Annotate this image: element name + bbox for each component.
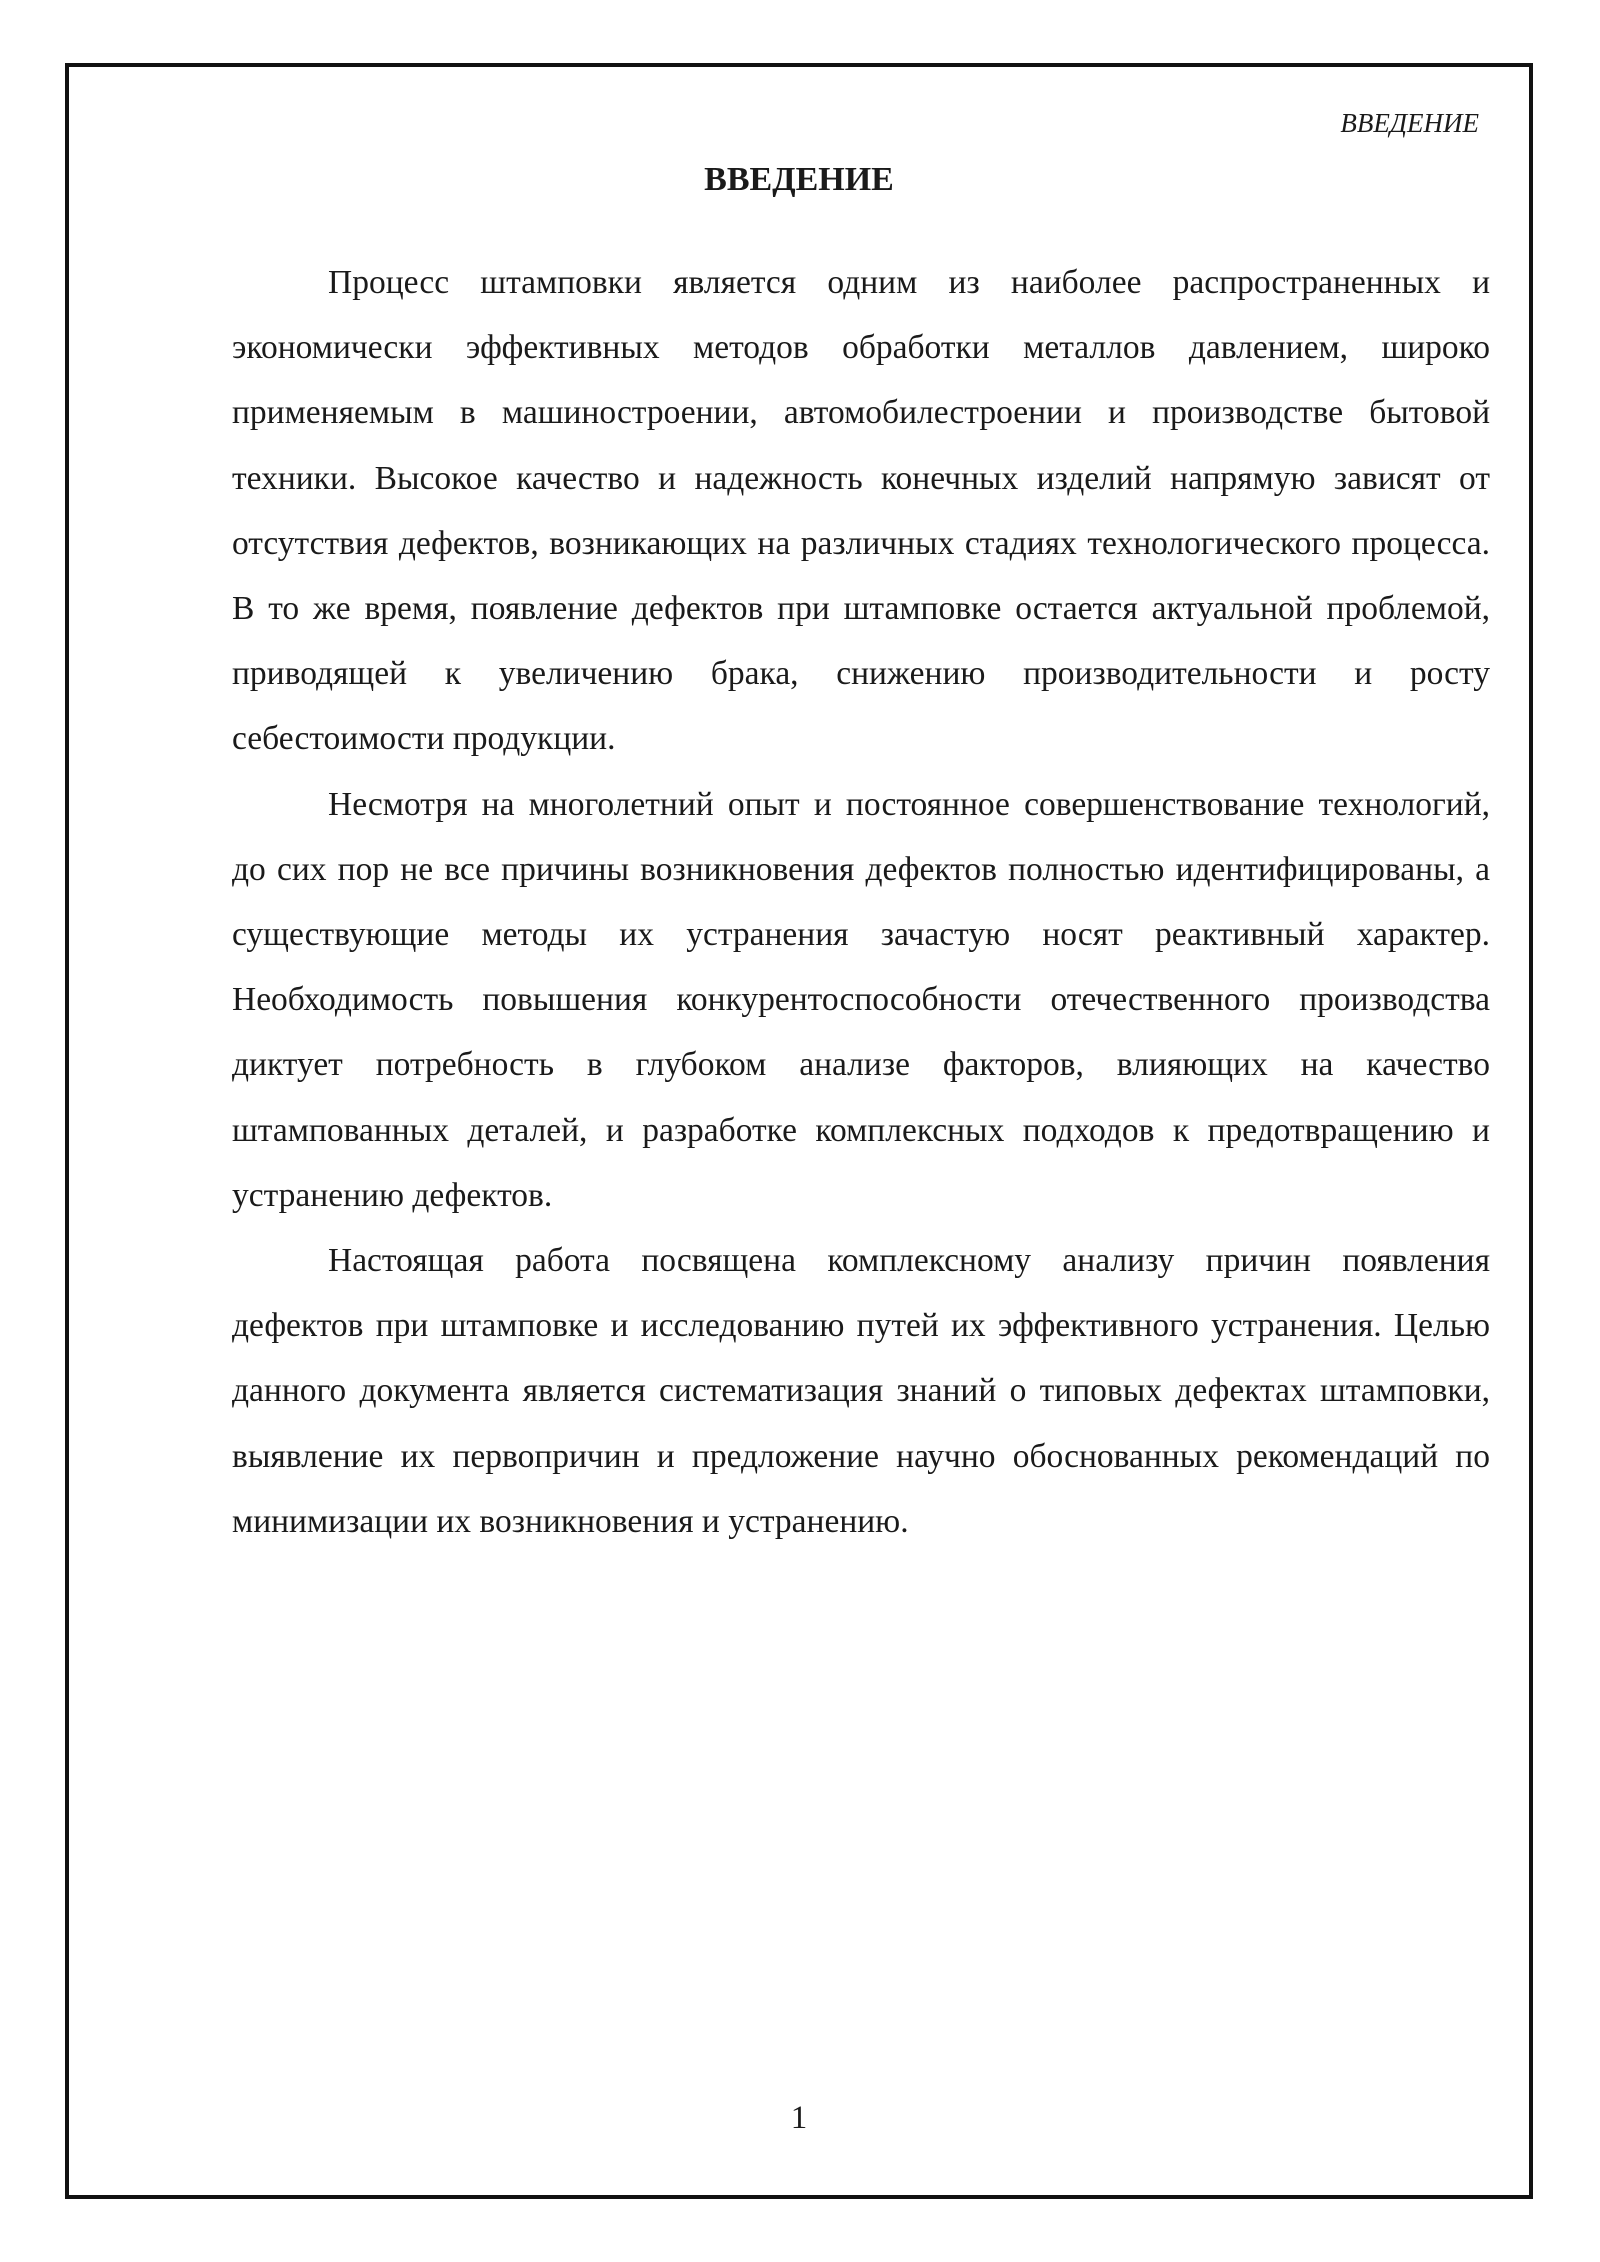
page-title: ВВЕДЕНИЕ <box>704 161 894 198</box>
paragraph-3: Настоящая работа посвящена комплексному анализу причин появления дефектов при штамповке и исследованию путей их эффективного устранения. Целью данного документа является систематизация знаний о типовых дефектах штамповки, выявление их первопричин и предложение научно обоснованных рекомендаций по минимизации их возникновения и устранению. <box>232 1242 1490 1540</box>
paragraph-2: Несмотря на многолетний опыт и постоянное совершенствование технологий, до сих пор не все причины возникновения дефектов полностью идентифицированы, а существующие методы их устранения зачастую носят реактивный характер. Необходимость повышения конкурентоспособности отечественного производства диктует потребность в глубоком анализе факторов, влияющих на качество штампованных деталей, и разработке комплексных подходов к предотвращению и устранению дефектов. <box>232 785 1490 1214</box>
running-header: ВВЕДЕНИЕ <box>1340 108 1479 138</box>
page-frame <box>65 63 1533 2199</box>
body-text <box>232 250 1490 1554</box>
page-number: 1 <box>790 2100 808 2136</box>
paragraph-1: Процесс штамповки является одним из наиболее распространенных и экономически эффективных методов обработки металлов давлением, широко применяемым в машиностроении, автомобилестроении и производстве бытовой техники. Высокое качество и надежность конечных изделий напрямую зависят от отсутствия дефектов, возникающих на различных стадиях технологического процесса. В то же время, появление дефектов при штамповке остается актуальной проблемой, приводящей к увеличению брака, снижению производительности и росту себестоимости продукции. <box>232 264 1490 758</box>
